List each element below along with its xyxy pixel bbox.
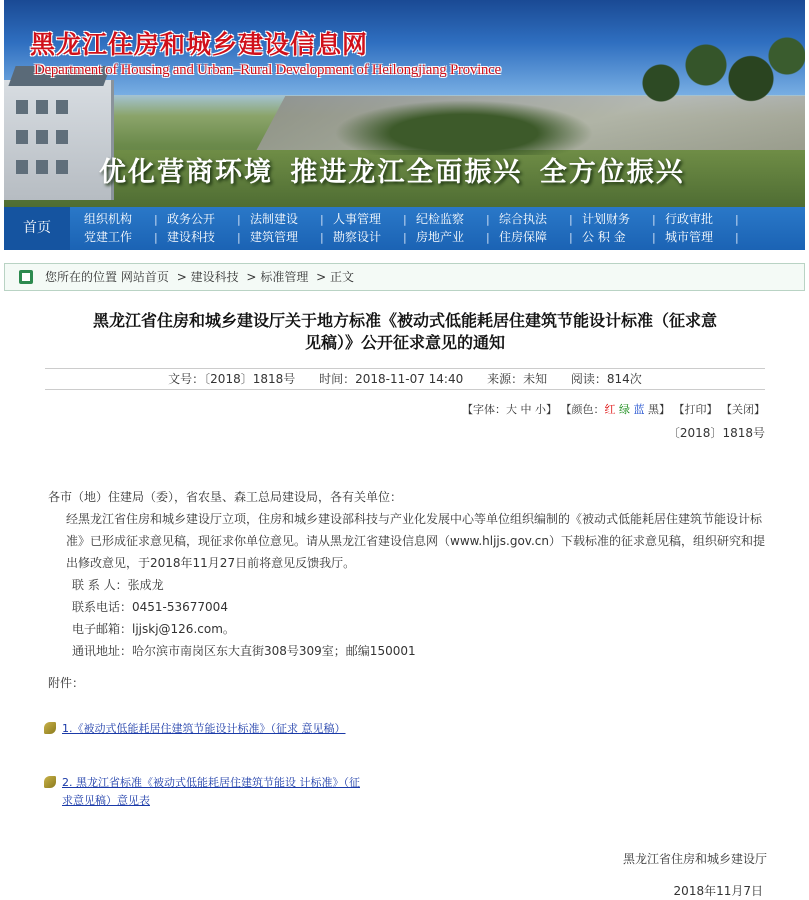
- breadcrumb-home[interactable]: 网站首页: [120, 270, 169, 284]
- banner-slogan: 优化营商环境 推进龙江全面振兴 全方位振兴: [99, 157, 685, 188]
- nav-item-discipline[interactable]: 纪检监察: [416, 212, 465, 226]
- document-number: 〔2018〕1818号: [667, 426, 765, 440]
- meta-time: 时间：2018-11-07 14:40: [319, 372, 464, 386]
- nav-item-org[interactable]: 组织机构: [84, 212, 133, 226]
- signature: 黑龙江省住房和城乡建设厅: [622, 852, 767, 866]
- breadcrumb-sep: >: [316, 270, 327, 284]
- paperclip-icon: [44, 776, 56, 788]
- site-title[interactable]: 黑龙江住房和城乡建设信息网: [30, 30, 369, 59]
- nav-item-finance[interactable]: 计划财务: [582, 212, 631, 226]
- nav-item-fund[interactable]: 公 积 金: [582, 230, 626, 244]
- home-icon: [19, 270, 33, 284]
- breadcrumb-prefix: 您所在的位置: [45, 270, 118, 284]
- contact-person: 联 系 人：张成龙: [72, 578, 164, 592]
- main-nav: [4, 207, 805, 250]
- font-large-button[interactable]: 大: [506, 403, 517, 416]
- banner-hedge: [334, 100, 594, 155]
- meta-views: 阅读：814次: [570, 372, 642, 386]
- color-black-button[interactable]: 黑: [648, 403, 659, 416]
- header-banner: [4, 0, 805, 207]
- paperclip-icon: [44, 722, 56, 734]
- site-subtitle: Department of Housing and Urban–Rural Development of Heilongjiang Province: [34, 62, 501, 78]
- meta-doc-no: 文号：〔2018〕1818号: [168, 372, 296, 386]
- attachment-2-text[interactable]: 2. 黑龙江省标准《被动式低能耗居住建筑节能设 计标准》（征: [62, 776, 360, 789]
- breadcrumb: [4, 263, 805, 291]
- breadcrumb-current: 正文: [330, 270, 355, 284]
- article-meta: [45, 368, 765, 390]
- breadcrumb-tech[interactable]: 建设科技: [190, 270, 239, 284]
- close-button[interactable]: 【关闭】: [721, 403, 765, 416]
- body-paragraph: 经黑龙江省住房和城乡建设厅立项，住房和城乡建设部科技与产业化发展中心等单位组织编制的《被动式低能耗居住建筑节能设计标准》已形成征求意见稿，现征求你单位意见。请从黑龙江省建设信息网（www.hljjs.gov.cn）下载标准的征求意见稿，组织研究和提出修改意见，于2018年11月27日前将意见反馈我厅。: [66, 512, 765, 570]
- banner-building: [4, 80, 114, 200]
- nav-item-gov-affairs[interactable]: 政务公开: [167, 212, 216, 226]
- article-title-line1: 黑龙江省住房和城乡建设厅关于地方标准《被动式低能耗居住建筑节能设计标准（征求意: [92, 311, 717, 330]
- nav-item-housing[interactable]: 住房保障: [499, 230, 548, 244]
- color-red-button[interactable]: 红: [604, 403, 616, 416]
- nav-item-approval[interactable]: 行政审批: [665, 212, 714, 226]
- breadcrumb-sep: >: [176, 270, 187, 284]
- signature-date: 2018年11月7日: [673, 884, 763, 898]
- meta-source: 来源：未知: [487, 372, 548, 386]
- attachment-2-text-cont[interactable]: 求意见稿）意见表: [62, 794, 150, 807]
- nav-item-construction[interactable]: 建筑管理: [250, 230, 299, 244]
- article-title: [50, 310, 760, 354]
- breadcrumb-standards[interactable]: 标准管理: [260, 270, 309, 284]
- color-blue-button[interactable]: 蓝: [633, 403, 645, 416]
- attachments-label: 附件：: [48, 676, 85, 690]
- print-button[interactable]: 【打印】: [673, 403, 718, 416]
- nav-grid: 组织机构 政务公开 法制建设 人事管理 纪检监察 综合执法 计划财务 行政审批 党建工作 建设科技 建筑管理 勘察设计 房地产业 住房保障 公 积 金 城市管理 | | | | | | | | | | | | | | | |: [84, 212, 739, 244]
- contact-phone: 联系电话：0451-53677004: [72, 600, 228, 614]
- nav-home[interactable]: 首页: [4, 207, 70, 250]
- font-medium-button[interactable]: 中: [520, 403, 532, 416]
- attachment-1-text[interactable]: 1.《被动式低能耗居住建筑节能设计标准》（征求 意见稿）: [62, 722, 346, 735]
- greeting: 各市（地）住建局（委），省农垦、森工总局建设局，各有关单位：: [48, 490, 403, 504]
- font-size-bracket: 】: [546, 403, 557, 416]
- attachment-link-1[interactable]: [44, 720, 346, 738]
- font-small-button[interactable]: 小: [535, 403, 546, 416]
- article-body: [48, 486, 768, 662]
- nav-item-survey[interactable]: 勘察设计: [333, 230, 382, 244]
- color-label: 【颜色：: [560, 403, 605, 416]
- banner-trees: [625, 20, 805, 110]
- article-tools: [462, 401, 765, 417]
- nav-item-personnel[interactable]: 人事管理: [333, 212, 382, 226]
- article-title-line2: 见稿）》公开征求意见的通知: [304, 333, 505, 352]
- nav-item-party[interactable]: 党建工作: [84, 230, 133, 244]
- attachment-link-2[interactable]: [44, 766, 360, 810]
- color-green-button[interactable]: 绿: [619, 403, 630, 416]
- nav-item-legal[interactable]: 法制建设: [250, 212, 299, 226]
- contact-address: 通讯地址：哈尔滨市南岗区东大直街308号309室；邮编150001: [72, 644, 416, 658]
- contact-email: 电子邮箱：ljjskj@126.com。: [72, 622, 235, 636]
- breadcrumb-sep: >: [246, 270, 257, 284]
- nav-item-city[interactable]: 城市管理: [665, 230, 714, 244]
- color-bracket: 】: [659, 403, 670, 416]
- nav-item-real-estate[interactable]: 房地产业: [416, 230, 465, 244]
- nav-item-tech[interactable]: 建设科技: [167, 230, 216, 244]
- nav-item-enforcement[interactable]: 综合执法: [499, 212, 548, 226]
- font-size-label: 【字体：: [462, 403, 506, 416]
